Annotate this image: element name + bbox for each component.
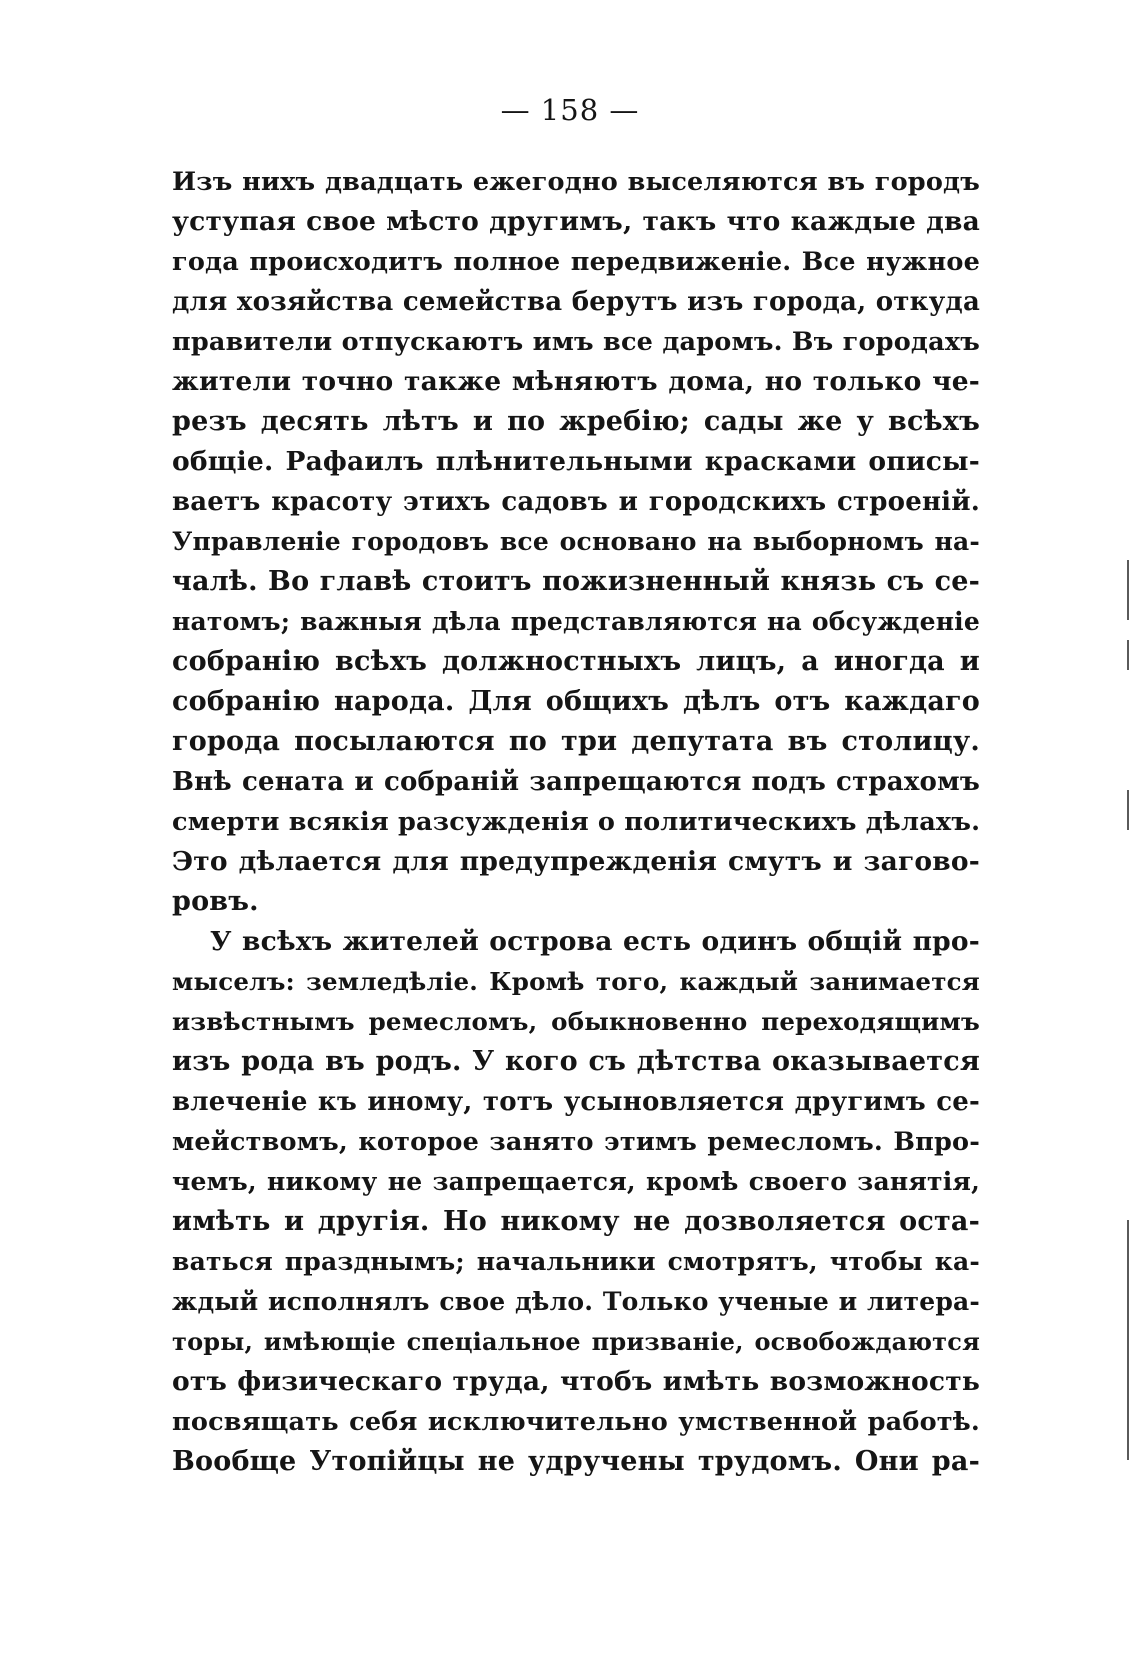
text-line: влеченіе къ иному, тотъ усыновляется другимъ се-: [172, 1087, 980, 1117]
text-line: для хозяйства семейства берутъ изъ города, откуда: [172, 287, 980, 317]
paragraph-1: [172, 162, 980, 922]
paragraph-2: [172, 922, 980, 1482]
scan-edge-mark: [1127, 560, 1129, 620]
text-line: посвящать себя исключительно умственной работѣ.: [172, 1407, 980, 1437]
text-line: Вообще Утопійцы не удручены трудомъ. Они ра-: [172, 1446, 980, 1477]
page-number: — 158 —: [500, 93, 640, 127]
text-line: резъ десять лѣтъ и по жребію; сады же у всѣхъ: [172, 406, 980, 437]
text-line: натомъ; важныя дѣла представляются на обсужденіе: [172, 607, 980, 636]
text-line: правители отпускаютъ имъ все даромъ. Въ городахъ: [172, 327, 980, 357]
text-line: ровъ.: [172, 886, 259, 917]
text-line: собранію всѣхъ должностныхъ лицъ, а иногда и: [172, 646, 980, 677]
text-line: У всѣхъ жителей острова есть одинъ общій про-: [210, 926, 980, 957]
body-text: [172, 162, 980, 1482]
text-line: ваться празднымъ; начальники смотрятъ, чтобы ка-: [172, 1247, 980, 1276]
text-line: жители точно также мѣняютъ дома, но только че-: [172, 366, 980, 397]
text-line: изъ рода въ родъ. У кого съ дѣтства оказывается: [172, 1046, 980, 1077]
text-line: чалѣ. Во главѣ стоитъ пожизненный князь съ се-: [172, 566, 980, 597]
text-line: города посылаются по три депутата въ столицу.: [172, 726, 980, 757]
scan-edge-mark: [1127, 1220, 1129, 1460]
text-line: ваетъ красоту этихъ садовъ и городскихъ строеній.: [172, 487, 980, 517]
text-line: Изъ нихъ двадцать ежегодно выселяются въ городъ: [172, 167, 980, 197]
text-line: Внѣ сената и собраній запрещаются подъ страхомъ: [172, 767, 980, 797]
scan-edge-mark: [1127, 640, 1129, 670]
text-line: извѣстнымъ ремесломъ, обыкновенно переходящимъ: [172, 1007, 980, 1036]
text-line: года происходитъ полное передвиженіе. Все нужное: [172, 247, 980, 277]
text-line: мействомъ, которое занято этимъ ремесломъ. Впро-: [172, 1127, 980, 1157]
text-line: ждый исполнялъ свое дѣло. Только ученые и литера-: [172, 1287, 980, 1316]
text-line: отъ физическаго труда, чтобъ имѣть возможность: [172, 1366, 980, 1397]
text-line: имѣть и другія. Но никому не дозволяется оста-: [172, 1206, 980, 1237]
text-line: Это дѣлается для предупрежденія смутъ и загово-: [172, 846, 980, 877]
text-line: общіе. Рафаилъ плѣнительными красками описы-: [172, 446, 980, 477]
scan-edge-mark: [1127, 790, 1129, 830]
text-line: уступая свое мѣсто другимъ, такъ что каждые два: [172, 206, 980, 237]
text-line: торы, имѣющіе спеціальное призваніе, освобождаются: [172, 1327, 980, 1356]
text-line: Управленіе городовъ все основано на выборномъ на-: [172, 527, 980, 556]
text-line: собранію народа. Для общихъ дѣлъ отъ каждаго: [172, 686, 980, 717]
text-line: смерти всякія разсужденія о политическихъ дѣлахъ.: [172, 807, 981, 837]
text-line: чемъ, никому не запрещается, кромѣ своего занятія,: [172, 1167, 980, 1196]
text-line: мыселъ: земледѣліе. Кромѣ того, каждый занимается: [172, 967, 980, 996]
